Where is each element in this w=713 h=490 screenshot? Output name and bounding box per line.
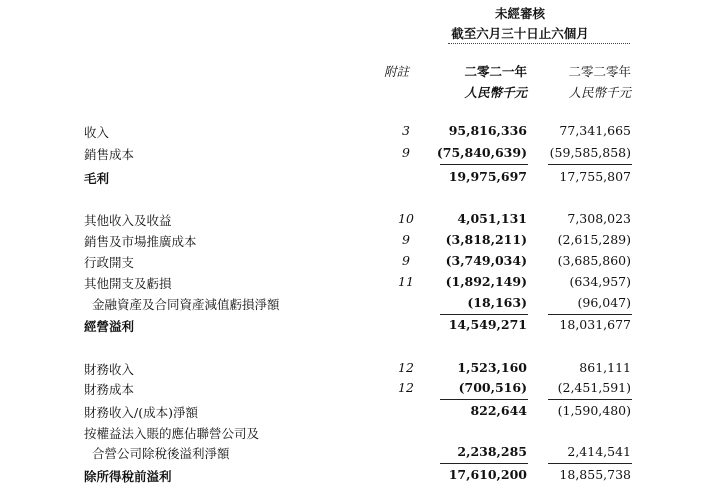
row-label: 其他開支及虧損	[84, 276, 172, 291]
table-row	[0, 166, 713, 188]
current-value: (18,163)	[467, 295, 527, 310]
row-label: 財務收入/(成本)淨額	[84, 405, 198, 420]
table-row	[0, 120, 713, 142]
subtotal-rule	[440, 164, 528, 165]
prior-value: 18,855,738	[559, 467, 631, 482]
current-value: 19,975,697	[448, 169, 527, 184]
row-label: 毛利	[84, 171, 110, 186]
prior-value: 2,414,541	[567, 444, 631, 459]
prior-value: (2,451,591)	[557, 380, 631, 395]
table-row	[0, 314, 713, 336]
period-title: 未經審核	[494, 6, 545, 21]
table-row	[0, 400, 713, 422]
current-value: 822,644	[470, 403, 527, 418]
row-label: 收入	[84, 125, 110, 140]
current-year-header: 二零二一年	[464, 64, 527, 79]
current-value: 4,051,131	[457, 211, 527, 226]
row-label: 財務收入	[84, 362, 135, 377]
table-row	[0, 377, 713, 399]
table-row	[0, 271, 713, 293]
row-label: 金融資產及合同資產減值虧損淨額	[92, 297, 280, 312]
row-note: 9	[402, 232, 410, 247]
subtotal-rule	[548, 164, 632, 165]
prior-value: (634,957)	[569, 274, 631, 289]
prior-year-header: 二零二零年	[568, 64, 631, 79]
row-label: 銷售成本	[84, 147, 135, 162]
row-note: 9	[402, 145, 410, 160]
current-value: (700,516)	[458, 380, 527, 395]
row-label: 行政開支	[84, 255, 135, 270]
table-row	[0, 229, 713, 251]
period-rule	[448, 43, 630, 44]
current-value: 1,523,160	[457, 360, 527, 375]
table-row	[0, 142, 713, 164]
table-row	[0, 441, 713, 463]
prior-value: 17,755,807	[559, 169, 631, 184]
prior-unit-header: 人民幣千元	[568, 85, 631, 100]
row-label: 經營溢利	[84, 319, 135, 334]
table-row	[0, 292, 713, 314]
row-label: 合營公司除稅後溢利淨額	[92, 446, 230, 461]
row-label: 其他收入及收益	[84, 213, 172, 228]
table-row	[0, 464, 713, 486]
prior-value: (59,585,858)	[549, 145, 631, 160]
current-value: 17,610,200	[448, 467, 527, 482]
current-value: (3,818,211)	[445, 232, 527, 247]
row-label: 財務成本	[84, 382, 135, 397]
current-value: 2,238,285	[457, 444, 527, 459]
table-row	[0, 250, 713, 272]
row-note: 9	[402, 253, 410, 268]
current-value: (75,840,639)	[436, 145, 527, 160]
current-value: (1,892,149)	[445, 274, 527, 289]
row-label: 除所得稅前溢利	[84, 469, 172, 484]
row-note: 11	[398, 274, 414, 289]
current-value: (3,749,034)	[445, 253, 527, 268]
prior-value: 7,308,023	[567, 211, 631, 226]
period-subtitle: 截至六月三十日止六個月	[451, 26, 589, 41]
current-value: 14,549,271	[448, 317, 527, 332]
prior-value: (2,615,289)	[557, 232, 631, 247]
row-note: 10	[398, 211, 414, 226]
row-label: 按權益法入賬的應佔聯營公司及	[84, 426, 260, 441]
row-note: 12	[398, 380, 414, 395]
prior-value: (3,685,860)	[557, 253, 631, 268]
row-note: 3	[402, 123, 410, 138]
current-value: 95,816,336	[448, 123, 527, 138]
prior-value: 861,111	[579, 360, 631, 375]
row-label: 銷售及市場推廣成本	[84, 234, 197, 249]
note-column-header: 附註	[384, 64, 410, 79]
row-note: 12	[398, 360, 414, 375]
prior-value: 77,341,665	[559, 123, 631, 138]
table-row	[0, 421, 713, 443]
prior-value: 18,031,677	[559, 317, 631, 332]
current-unit-header: 人民幣千元	[464, 85, 527, 100]
table-row	[0, 357, 713, 379]
prior-value: (96,047)	[577, 295, 631, 310]
table-row	[0, 208, 713, 230]
prior-value: (1,590,480)	[557, 403, 631, 418]
